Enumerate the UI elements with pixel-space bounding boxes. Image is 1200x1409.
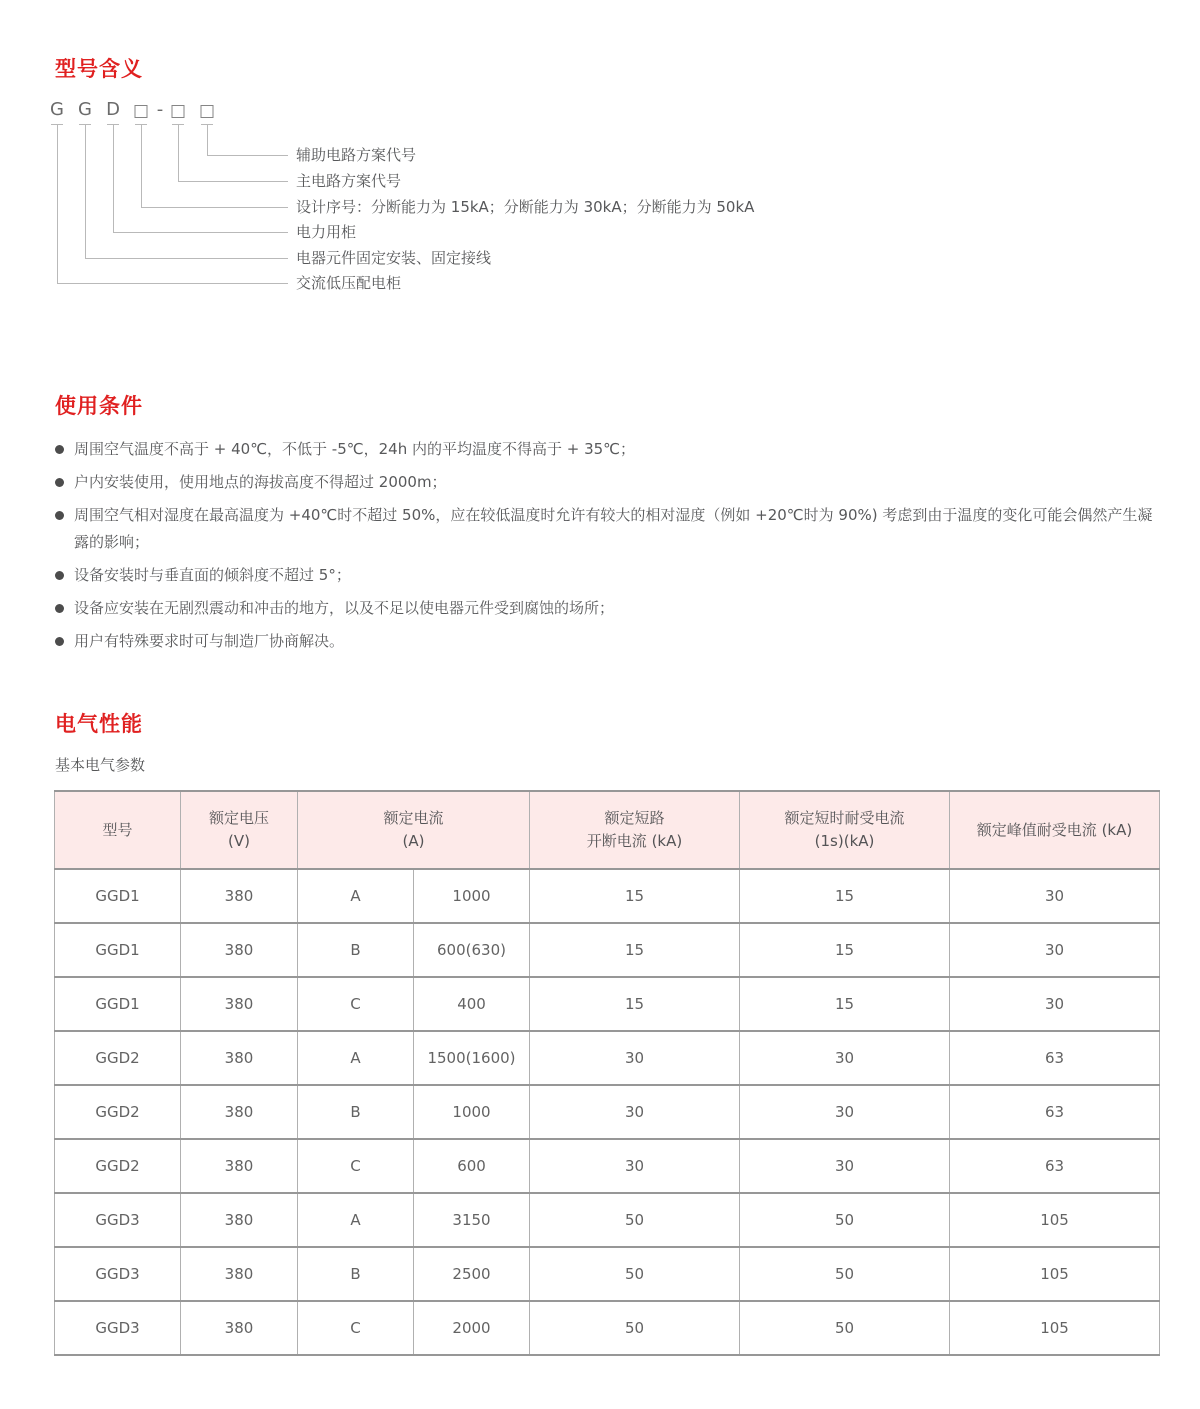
diagram-label-ac-lv-cabinet: 交流低压配电柜 — [296, 274, 402, 292]
cell-breaking: 15 — [530, 977, 740, 1031]
cell-voltage: 380 — [181, 923, 298, 977]
list-item — [55, 469, 1155, 496]
cell-model: GGD3 — [55, 1247, 181, 1301]
cell-current-value: 2500 — [414, 1247, 530, 1301]
bullet-dot-icon — [55, 511, 64, 520]
cell-voltage: 380 — [181, 1031, 298, 1085]
bullet-dot-icon — [55, 478, 64, 487]
cell-breaking: 15 — [530, 869, 740, 923]
diagram-connector — [207, 155, 288, 156]
cell-breaking: 50 — [530, 1301, 740, 1355]
bullet-dot-icon — [55, 637, 64, 646]
diagram-connector — [113, 232, 288, 233]
diagram-connector — [141, 124, 142, 207]
condition-text: 设备应安装在无剧烈震动和冲击的地方，以及不足以使电器元件受到腐蚀的场所； — [74, 599, 615, 617]
table-row — [55, 977, 1160, 1031]
model-code-letter: G — [78, 99, 92, 120]
diagram-connector — [113, 124, 114, 232]
cell-voltage: 380 — [181, 869, 298, 923]
condition-text: 设备安装时与垂直面的倾斜度不超过 5°； — [74, 566, 351, 584]
placeholder-box-icon — [172, 105, 185, 118]
cell-current-class: A — [298, 869, 414, 923]
cell-peak: 105 — [950, 1301, 1160, 1355]
diagram-label-main-circuit: 主电路方案代号 — [296, 172, 402, 190]
cell-current-class: A — [298, 1193, 414, 1247]
cell-withstand: 50 — [740, 1247, 950, 1301]
model-code-dash: - — [156, 99, 164, 120]
cell-current-class: C — [298, 977, 414, 1031]
table-row — [55, 1247, 1160, 1301]
cell-current-value: 3150 — [414, 1193, 530, 1247]
cell-model: GGD2 — [55, 1139, 181, 1193]
condition-text: 周围空气相对湿度在最高温度为 +40℃时不超过 50%，应在较低温度时允许有较大的相对湿度（例如 +20℃时为 90%) 考虑到由于温度的变化可能会偶然产生凝露的影响； — [74, 506, 1153, 551]
table-row — [55, 1031, 1160, 1085]
cell-voltage: 380 — [181, 1085, 298, 1139]
cell-current-value: 2000 — [414, 1301, 530, 1355]
cell-model: GGD3 — [55, 1193, 181, 1247]
header-model: 型号 — [55, 791, 181, 869]
list-item — [55, 628, 1155, 655]
cell-breaking: 30 — [530, 1031, 740, 1085]
table-row — [55, 1139, 1160, 1193]
cell-breaking: 15 — [530, 923, 740, 977]
cell-breaking: 30 — [530, 1139, 740, 1193]
cell-peak: 63 — [950, 1085, 1160, 1139]
diagram-label-design-serial: 设计序号：分断能力为 15kA；分断能力为 30kA；分断能力为 50kA — [296, 198, 755, 216]
cell-withstand: 50 — [740, 1193, 950, 1247]
cell-current-value: 600(630) — [414, 923, 530, 977]
cell-withstand: 50 — [740, 1301, 950, 1355]
cell-current-value: 1000 — [414, 869, 530, 923]
cell-current-value: 600 — [414, 1139, 530, 1193]
cell-peak: 105 — [950, 1247, 1160, 1301]
diagram-connector — [178, 124, 179, 181]
condition-text: 周围空气温度不高于 + 40℃，不低于 -5℃，24h 内的平均温度不得高于 + 35℃； — [74, 440, 636, 458]
cell-current-value: 1000 — [414, 1085, 530, 1139]
diagram-label-aux-circuit: 辅助电路方案代号 — [296, 146, 417, 164]
condition-text: 用户有特殊要求时可与制造厂协商解决。 — [74, 632, 345, 650]
header-short-time-withstand: 额定短时耐受电流 (1s)(kA) — [740, 791, 950, 869]
diagram-connector — [178, 181, 288, 182]
table-row — [55, 923, 1160, 977]
cell-model: GGD3 — [55, 1301, 181, 1355]
cell-voltage: 380 — [181, 1247, 298, 1301]
diagram-label-fixed-mount: 电器元件固定安装、固定接线 — [296, 249, 492, 267]
list-item — [55, 502, 1155, 556]
diagram-connector — [207, 124, 208, 155]
cell-current-class: C — [298, 1139, 414, 1193]
cell-peak: 30 — [950, 923, 1160, 977]
list-item — [55, 562, 1155, 589]
condition-text: 户内安装使用，使用地点的海拔高度不得超过 2000m； — [74, 473, 447, 491]
table-row — [55, 1301, 1160, 1355]
cell-withstand: 15 — [740, 869, 950, 923]
model-code-letter: D — [106, 99, 120, 120]
section-title-usage-conditions: 使用条件 — [55, 394, 143, 418]
cell-peak: 63 — [950, 1139, 1160, 1193]
cell-model: GGD1 — [55, 977, 181, 1031]
cell-withstand: 30 — [740, 1139, 950, 1193]
section-title-electrical-performance: 电气性能 — [55, 712, 143, 736]
cell-voltage: 380 — [181, 977, 298, 1031]
cell-model: GGD1 — [55, 923, 181, 977]
cell-withstand: 30 — [740, 1085, 950, 1139]
diagram-connector — [141, 207, 288, 208]
usage-conditions-list — [55, 436, 1155, 661]
table-header-row — [55, 791, 1160, 869]
cell-model: GGD2 — [55, 1031, 181, 1085]
table-row — [55, 1193, 1160, 1247]
cell-withstand: 30 — [740, 1031, 950, 1085]
diagram-label-power-cabinet: 电力用柜 — [296, 223, 357, 241]
cell-withstand: 15 — [740, 977, 950, 1031]
cell-voltage: 380 — [181, 1301, 298, 1355]
table-caption: 基本电气参数 — [55, 756, 146, 774]
section-title-model-meaning: 型号含义 — [55, 57, 143, 81]
list-item — [55, 436, 1155, 463]
placeholder-box-icon — [201, 105, 214, 118]
table-row — [55, 1085, 1160, 1139]
diagram-connector — [57, 283, 288, 284]
cell-current-class: B — [298, 923, 414, 977]
cell-current-class: C — [298, 1301, 414, 1355]
diagram-connector — [85, 124, 86, 258]
model-code-letter: G — [50, 99, 64, 120]
cell-current-class: B — [298, 1247, 414, 1301]
cell-peak: 30 — [950, 977, 1160, 1031]
header-breaking-current: 额定短路 开断电流 (kA) — [530, 791, 740, 869]
cell-voltage: 380 — [181, 1139, 298, 1193]
cell-current-value: 1500(1600) — [414, 1031, 530, 1085]
diagram-connector — [57, 124, 58, 283]
cell-voltage: 380 — [181, 1193, 298, 1247]
diagram-connector — [85, 258, 288, 259]
cell-current-class: A — [298, 1031, 414, 1085]
placeholder-box-icon — [135, 105, 148, 118]
header-rated-current: 额定电流 (A) — [298, 791, 530, 869]
list-item — [55, 595, 1155, 622]
bullet-dot-icon — [55, 571, 64, 580]
cell-breaking: 50 — [530, 1247, 740, 1301]
cell-peak: 105 — [950, 1193, 1160, 1247]
cell-withstand: 15 — [740, 923, 950, 977]
bullet-dot-icon — [55, 445, 64, 454]
cell-breaking: 30 — [530, 1085, 740, 1139]
cell-model: GGD2 — [55, 1085, 181, 1139]
model-code-diagram — [0, 0, 1200, 320]
bullet-dot-icon — [55, 604, 64, 613]
cell-peak: 30 — [950, 869, 1160, 923]
cell-current-value: 400 — [414, 977, 530, 1031]
table-row — [55, 869, 1160, 923]
cell-breaking: 50 — [530, 1193, 740, 1247]
header-peak-withstand: 额定峰值耐受电流 (kA) — [950, 791, 1160, 869]
electrical-parameters-table — [54, 790, 1160, 1356]
cell-current-class: B — [298, 1085, 414, 1139]
cell-peak: 63 — [950, 1031, 1160, 1085]
cell-model: GGD1 — [55, 869, 181, 923]
header-rated-voltage: 额定电压 (V) — [181, 791, 298, 869]
